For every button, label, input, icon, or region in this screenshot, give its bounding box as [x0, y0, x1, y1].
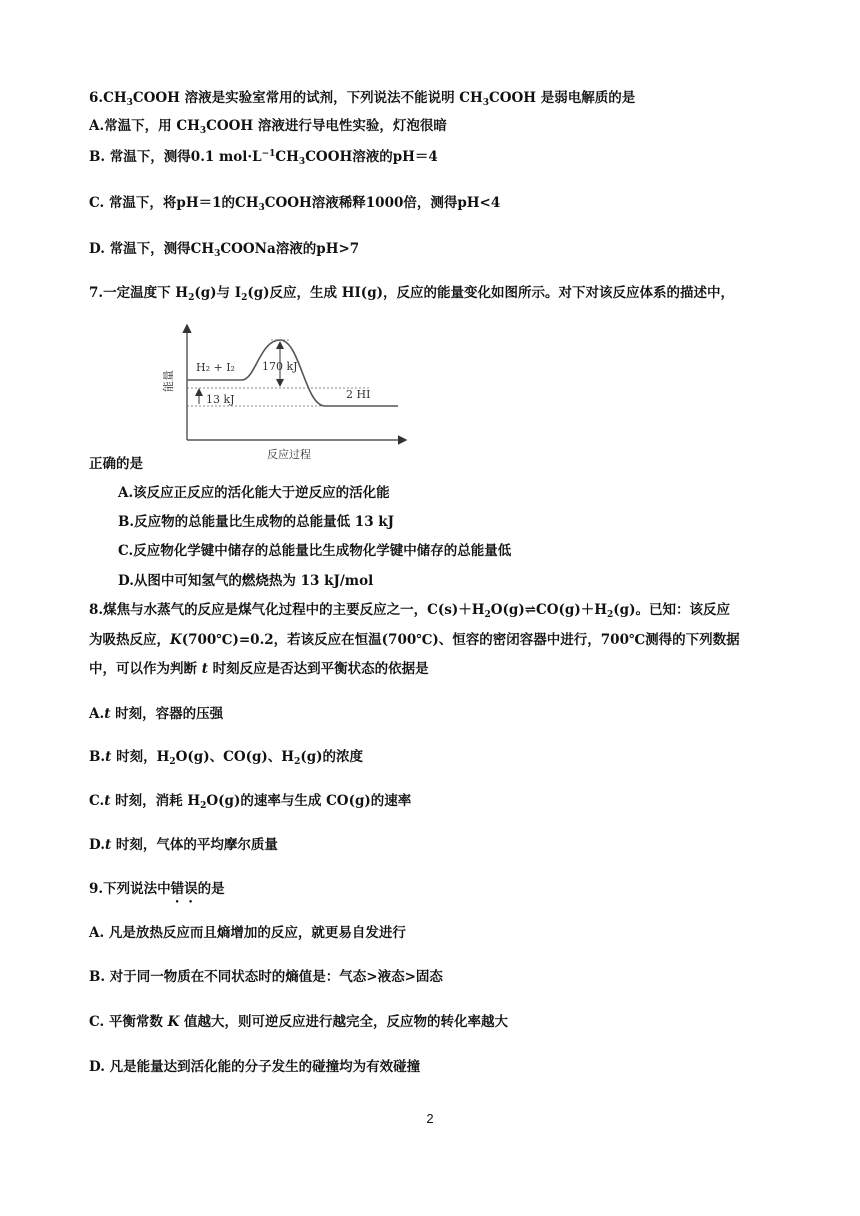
energy-diagram	[160, 318, 410, 463]
emphasized-word: 错误	[170, 881, 198, 897]
q7-option-d: D.从图中可知氢气的燃烧热为 13 kJ/mol	[118, 573, 374, 589]
q9-option-d: D. 凡是能量达到活化能的分子发生的碰撞均为有效碰撞	[89, 1059, 421, 1075]
q6-option-b: B. 常温下，测得0.1 $mol\cdot L^{-1}CH_3COOH$溶液的pH＝4	[89, 149, 438, 167]
q6-stem: $6.CH_3COOH$ 溶液是实验室常用的试剂，下列说法不能说明 $CH_3COOH$ 是弱电解质的是	[89, 90, 636, 108]
q8-stem-line1: 8.煤焦与水蒸气的反应是煤气化过程中的主要反应之一，$C(s)+H_2O(g)\rightleftharpoons CO(g)+H_2(g)$。已知：该反应	[89, 602, 730, 620]
q9-stem: 9.下列说法中错误的是	[89, 881, 225, 897]
y-axis-label: 能量	[162, 370, 175, 392]
reactants-label: H₂ + I₂	[196, 361, 235, 374]
dh-label: 13 kJ	[206, 393, 235, 406]
q8-option-c: C.t 时刻，消耗 $H_2O(g)$的速率与生成 CO(g)的速率	[89, 793, 412, 811]
q7-option-a: A.该反应正反应的活化能大于逆反应的活化能	[118, 485, 390, 501]
q6-option-d: D. 常温下，测得$CH_3COONa$溶液的pH>7	[89, 241, 360, 259]
q7-continuation: 正确的是	[89, 456, 143, 472]
q6-option-c: C. 常温下，将pH＝1的$CH_3COOH$溶液稀释1000倍，测得pH<4	[89, 195, 501, 213]
q7-option-b: B.反应物的总能量比生成物的总能量低 13 kJ	[118, 514, 395, 530]
q8-option-b: B.t 时刻，$H_2O(g)$、CO(g)、$H_2(g)$的浓度	[89, 749, 364, 767]
q8-stem-line3: 中，可以作为判断 t 时刻反应是否达到平衡状态的依据是	[89, 661, 429, 677]
q9-option-b: B. 对于同一物质在不同状态时的熵值是：气态>液态>固态	[89, 969, 443, 985]
q9-option-a: A. 凡是放热反应而且熵增加的反应，就更易自发进行	[89, 925, 406, 941]
q7-option-c: C.反应物化学键中储存的总能量比生成物化学键中储存的总能量低	[118, 543, 512, 559]
q8-option-d: D.t 时刻，气体的平均摩尔质量	[89, 837, 278, 853]
page-number: 2	[426, 1111, 434, 1126]
products-label: 2 HI	[346, 388, 371, 401]
q9-option-c: C. 平衡常数 K 值越大，则可逆反应进行越完全，反应物的转化率越大	[89, 1014, 509, 1030]
q6-option-a: A.常温下，用 $CH_3COOH$ 溶液进行导电性实验，灯泡很暗	[89, 118, 447, 136]
q7-stem: 7.一定温度下 $H_2(g)$与 $I_2(g)$反应，生成 HI(g)，反应的能量变化如图所示。对下对该反应体系的描述中，	[89, 285, 735, 303]
q8-option-a: A.t 时刻，容器的压强	[89, 706, 224, 722]
q8-stem-line2: 为吸热反应，K(700℃)=0.2，若该反应在恒温(700℃)、恒容的密闭容器中进行，700℃测得的下列数据	[89, 632, 740, 648]
x-axis-label: 反应过程	[267, 448, 311, 461]
ea-label: 170 kJ	[262, 360, 298, 373]
